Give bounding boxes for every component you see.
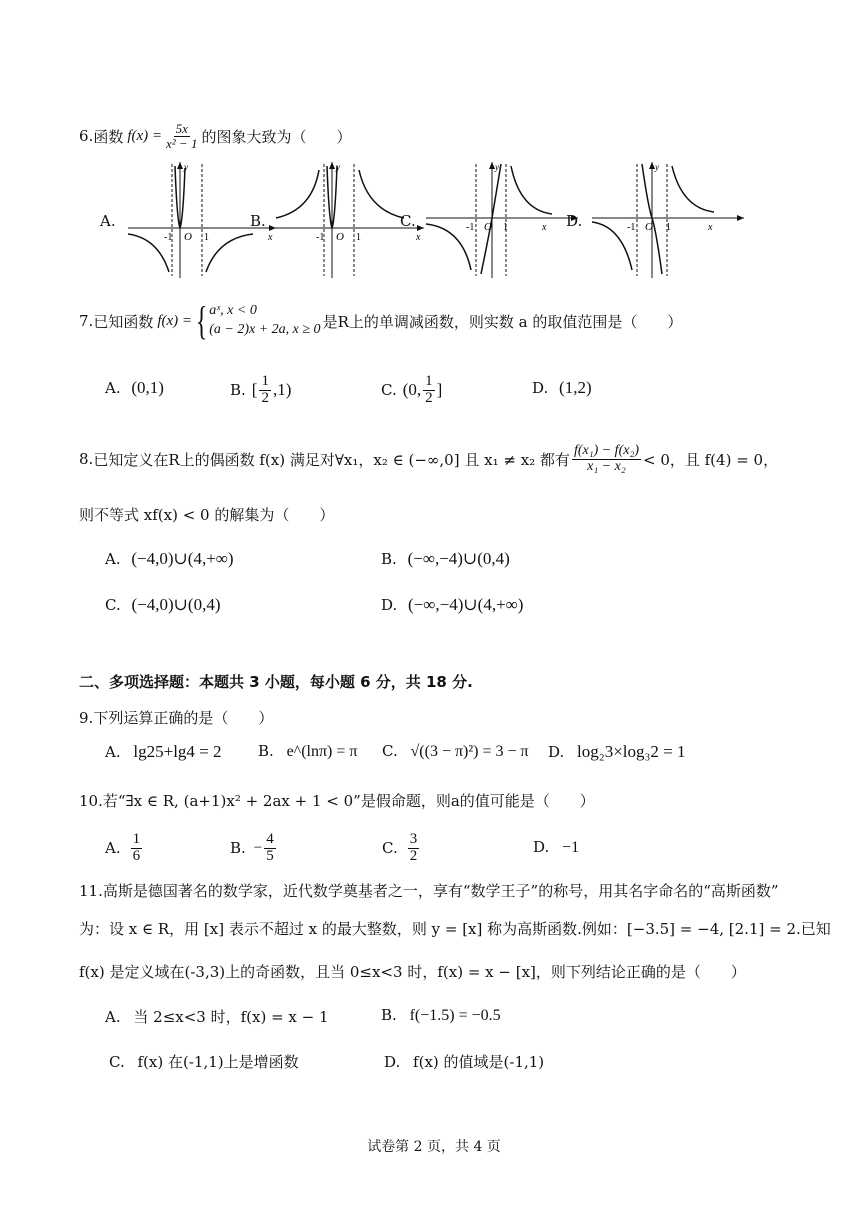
q8-option-c[interactable] <box>105 595 220 615</box>
q9-stem <box>79 707 273 728</box>
q6-b-tick-pos: 1 <box>356 232 361 243</box>
q11-option-a-text: 当 2≤x<3 时，f(x) = x − 1 <box>133 1008 329 1026</box>
q6-frac-den: x² − 1 <box>166 135 198 151</box>
q10-option-c-num: 3 <box>409 830 418 847</box>
q6-a-origin: O <box>184 231 192 243</box>
q10-option-a-frac <box>131 832 143 865</box>
q11-option-c-label: C. <box>109 1053 125 1071</box>
q11-option-d[interactable] <box>384 1051 544 1072</box>
q11-line1-text: 高斯是德国著名的数学家，近代数学奠基者之一，享有“数学王子”的称号，用其名字命名的“高斯函数” <box>102 882 779 900</box>
q7-option-b-frac <box>259 374 271 407</box>
q6-b-y-label: y <box>336 162 340 172</box>
q6-d-y-label: y <box>655 162 659 172</box>
q10-option-a-den: 6 <box>132 847 141 864</box>
q8-option-a[interactable] <box>105 549 234 569</box>
q8-option-c-text: (−4,0)∪(0,4) <box>131 595 221 614</box>
q10-option-a-label: A. <box>105 839 121 857</box>
q7-option-b-den: 2 <box>261 389 269 406</box>
q7-option-b-pre: [ <box>251 380 258 399</box>
q6-stem <box>79 116 351 156</box>
q10-option-b-num: 4 <box>266 830 274 847</box>
q7-option-b-num: 1 <box>261 372 269 389</box>
q9-option-d[interactable] <box>548 742 686 762</box>
q9-option-d-label: D. <box>548 743 565 761</box>
q11-option-a[interactable] <box>105 1006 329 1027</box>
q7-option-a[interactable] <box>105 378 164 398</box>
q6-d-x-label: x <box>708 222 713 233</box>
q6-d-tick-pos: 1 <box>666 222 671 233</box>
q10-option-c-frac <box>408 832 420 865</box>
q7-number: 7. <box>79 312 94 330</box>
q7-case-1: aˣ, x < 0 <box>209 303 257 319</box>
q11-option-d-label: D. <box>384 1053 401 1071</box>
q6-c-y-label: y <box>495 162 499 172</box>
q11-line1 <box>79 880 779 901</box>
q9-number: 9. <box>79 709 94 727</box>
q8-fraction <box>572 444 641 474</box>
q7-option-b-label: B. <box>230 381 246 399</box>
q9-stem-text: 下列运算正确的是（ ） <box>93 709 274 727</box>
q7-option-c-den: 2 <box>425 389 433 406</box>
page-footer: 试卷第 2 页，共 4 页 <box>367 1139 501 1155</box>
q6-graph-d <box>592 160 747 278</box>
q6-graph-c <box>426 160 581 278</box>
q10-option-a[interactable] <box>105 826 144 870</box>
q10-option-b-sign: − <box>253 839 263 856</box>
q8-option-a-text: (−4,0)∪(4,+∞) <box>131 549 234 568</box>
q7-func-lhs: f(x) = <box>157 312 193 329</box>
q7-stem <box>79 298 682 344</box>
q11-option-b-label: B. <box>381 1006 397 1024</box>
q6-c-tick-neg: -1 <box>466 222 475 233</box>
q7-option-d-text: (1,2) <box>559 378 592 397</box>
q7-suffix: 是R上的单调减函数，则实数 a 的取值范围是（ ） <box>322 312 683 331</box>
q7-option-c-post: ] <box>436 380 443 399</box>
q8-line1-b: < 0，且 f(4) = 0， <box>642 450 779 469</box>
q8-number: 8. <box>79 450 94 468</box>
q8-option-b-label: B. <box>381 550 397 568</box>
q6-prefix: 函数 <box>93 127 124 146</box>
q10-option-d[interactable] <box>533 838 579 857</box>
q7-option-a-label: A. <box>105 379 121 397</box>
q8-line1-a: 已知定义在R上的偶函数 f(x) 满足对∀x₁，x₂ ∈ (−∞,0] 且 x₁ ≠ x₂ 都有 <box>93 450 570 469</box>
q8-stem-line1 <box>79 434 778 484</box>
q7-option-b[interactable] <box>230 368 291 412</box>
q6-d-origin: O <box>645 221 653 233</box>
q7-option-c-label: C. <box>381 381 397 399</box>
q10-option-b-frac <box>264 832 276 865</box>
q6-a-tick-neg: -1 <box>164 232 173 243</box>
q9-option-b-text: e^(lnπ) = π <box>286 743 358 760</box>
q11-option-c[interactable] <box>109 1051 299 1072</box>
q8-frac-den: x₁ − x₂ <box>587 458 626 474</box>
q6-frac-num: 5x <box>175 120 188 136</box>
q9-option-a-label: A. <box>105 743 121 761</box>
q7-option-c-frac <box>423 374 435 407</box>
q10-option-c[interactable] <box>382 826 421 870</box>
q6-a-y-label: y <box>184 162 188 172</box>
q6-b-origin: O <box>336 231 344 243</box>
q6-a-tick-pos: 1 <box>204 232 209 243</box>
q6-suffix: 的图象大致为（ ） <box>201 127 352 146</box>
q7-option-c-num: 1 <box>425 372 433 389</box>
q8-option-b[interactable] <box>381 549 510 569</box>
q7-options <box>105 368 705 412</box>
q10-stem <box>79 790 595 811</box>
q7-prefix: 已知函数 <box>93 312 154 331</box>
q7-option-d[interactable] <box>532 378 592 398</box>
q8-option-d-text: (−∞,−4)∪(4,+∞) <box>408 595 524 614</box>
q6-number: 6. <box>79 127 94 145</box>
q6-option-c-label: C. <box>400 212 416 230</box>
q11-option-d-text: f(x) 的值域是(-1,1) <box>413 1053 545 1071</box>
q11-option-c-text: f(x) 在(-1,1)上是增函数 <box>137 1053 299 1071</box>
q11-option-b[interactable] <box>381 1006 501 1025</box>
section2-title: 二、多项选择题：本题共 3 小题，每小题 6 分，共 18 分. <box>79 673 473 691</box>
q11-option-b-text: f(−1.5) = −0.5 <box>409 1007 501 1024</box>
q7-case-2: (a − 2)x + 2a, x ≥ 0 <box>209 322 321 337</box>
q6-option-a-label: A. <box>100 212 116 230</box>
q10-option-c-den: 2 <box>409 847 418 864</box>
q8-frac-num: f(x₁) − f(x₂) <box>573 442 639 458</box>
q8-option-a-label: A. <box>105 550 121 568</box>
q9-option-d-text: log₂3×log₃2 = 1 <box>577 742 686 761</box>
q10-option-a-num: 1 <box>132 830 141 847</box>
q7-option-b-post: ,1) <box>272 380 292 399</box>
q10-option-d-label: D. <box>533 838 550 856</box>
q10-option-c-label: C. <box>382 839 398 857</box>
q6-c-origin: O <box>484 221 492 233</box>
q8-option-d-label: D. <box>381 596 398 614</box>
q7-option-a-text: (0,1) <box>131 378 164 397</box>
q11-line3: f(x) 是定义域在(-3,3)上的奇函数，且当 0≤x<3 时，f(x) = x − [x]，则下列结论正确的是（ ） <box>79 963 746 981</box>
q8-stem-line2: 则不等式 xf(x) < 0 的解集为（ ） <box>79 506 335 524</box>
q6-c-tick-pos: 1 <box>503 222 508 233</box>
q9-option-c-label: C. <box>382 742 398 760</box>
q6-b-x-label: x <box>416 232 421 243</box>
q10-option-b-label: B. <box>230 839 246 857</box>
q6-func-lhs: f(x) = <box>127 127 163 144</box>
q7-brace: { <box>195 298 208 343</box>
q11-line2: 为：设 x ∈ R，用 [x] 表示不超过 x 的最大整数，则 y = [x] 称为高斯函数.例如：[−3.5] = −4, [2.1] = 2.已知 <box>79 920 831 938</box>
q6-option-d-label: D. <box>566 212 583 230</box>
q6-b-tick-neg: -1 <box>316 232 325 243</box>
q6-a-x-label: x <box>268 232 273 243</box>
q8-option-d[interactable] <box>381 595 523 615</box>
q10-number: 10. <box>79 792 103 810</box>
q7-option-c-pre: (0, <box>402 380 422 399</box>
q9-option-b[interactable] <box>258 742 357 761</box>
q11-number: 11. <box>79 882 103 900</box>
q7-option-c[interactable] <box>381 368 442 412</box>
q10-option-b[interactable] <box>230 826 278 870</box>
q7-cases <box>209 302 320 340</box>
q9-option-a[interactable] <box>105 742 222 762</box>
q9-option-b-label: B. <box>258 742 274 760</box>
q11-option-a-label: A. <box>105 1008 121 1026</box>
q9-option-c[interactable] <box>382 742 529 761</box>
q6-fraction <box>164 122 199 150</box>
q10-option-d-text: −1 <box>562 839 580 856</box>
q10-option-b-den: 5 <box>266 847 274 864</box>
q6-option-b-label: B. <box>250 212 266 230</box>
q9-option-a-text: lg25+lg4 = 2 <box>133 742 222 761</box>
q8-option-b-text: (−∞,−4)∪(0,4) <box>407 549 510 568</box>
q6-d-tick-neg: -1 <box>627 222 636 233</box>
q9-option-c-text: √((3 − π)²) = 3 − π <box>410 743 529 760</box>
q10-stem-text: 若“∃x ∈ R, (a+1)x² + 2ax + 1 < 0”是假命题，则a的值可能是（ ） <box>102 792 595 810</box>
q8-option-c-label: C. <box>105 596 121 614</box>
q6-c-x-label: x <box>542 222 547 233</box>
q7-option-d-label: D. <box>532 379 549 397</box>
